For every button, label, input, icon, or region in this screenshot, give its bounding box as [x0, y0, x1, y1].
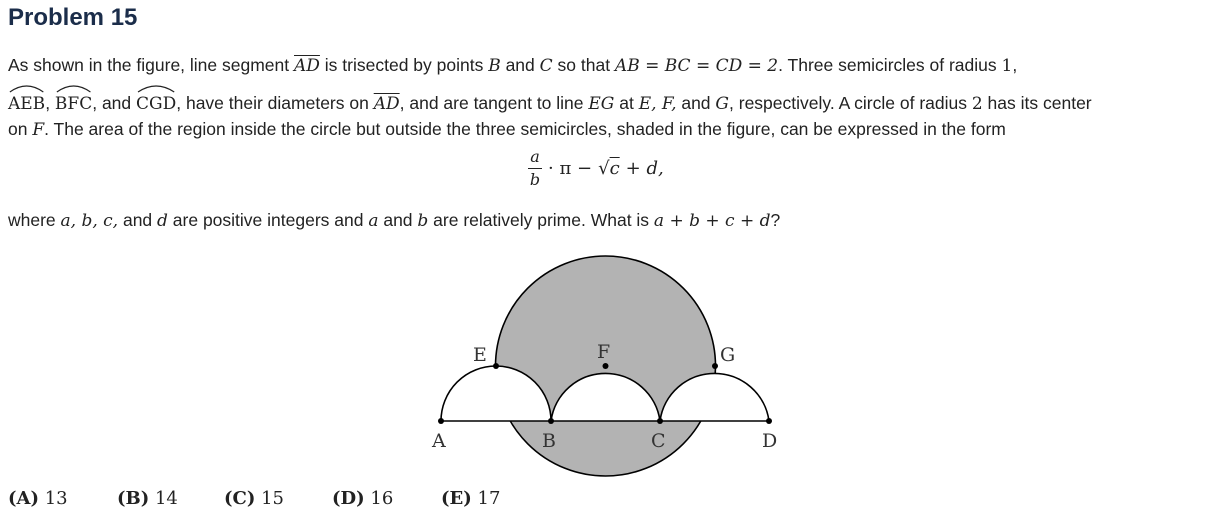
point-G: G [715, 94, 730, 114]
point-B-dot [548, 418, 554, 424]
label-C: C [651, 430, 666, 452]
point-A-dot [438, 418, 444, 424]
text: and [118, 210, 158, 230]
text: and [378, 210, 418, 230]
point-B: B [488, 56, 501, 76]
text: . The area of the region inside the circle but outside the three semicircles, shaded in the figure, can be expressed in the form [44, 119, 1006, 139]
point-F-dot [603, 363, 609, 369]
choice-value: 17 [477, 488, 501, 509]
point-C: C [539, 56, 553, 76]
label-F: F [597, 341, 611, 363]
radius-one: 1 [1001, 56, 1013, 76]
label-A: A [432, 430, 446, 452]
choice-D[interactable] [332, 488, 393, 509]
problem-title: Problem 15 [8, 4, 138, 31]
label-B: B [542, 430, 556, 452]
text: is trisected by points [319, 55, 489, 75]
text: , respectively. A circle of radius [729, 93, 972, 113]
arc-AEB: AEB [8, 91, 45, 117]
sqrt-argument: c [609, 158, 620, 179]
points-E-F: E, F, [638, 94, 677, 114]
arc-BFC: BFC [55, 91, 92, 117]
choice-letter: (A) [8, 488, 39, 509]
arc-CGD: CGD [136, 91, 176, 117]
choice-B[interactable] [117, 488, 178, 509]
point-F: F [32, 120, 45, 140]
denominator: b [529, 170, 541, 189]
formula-pi-term: · π − [548, 158, 593, 179]
text: so that [552, 55, 615, 75]
choice-E[interactable] [441, 488, 500, 509]
segment-AD: $\overline{AD}$ [294, 56, 320, 76]
choice-value: 15 [261, 488, 284, 509]
text: , [1012, 55, 1018, 75]
label-G: G [720, 344, 736, 366]
text: ? [770, 210, 781, 230]
segment-AD: $\overline{AD}$ [373, 94, 400, 114]
text: and [500, 55, 540, 75]
formula-tail: + d, [625, 158, 664, 179]
text: , have their diameters on [176, 93, 374, 113]
radius-two: 2 [971, 94, 983, 114]
text: . Three semicircles of radius [778, 55, 1002, 75]
choice-letter: (E) [441, 488, 472, 509]
point-E-dot [493, 363, 499, 369]
point-C-dot [657, 418, 663, 424]
choice-value: 13 [44, 488, 68, 509]
choice-value: 16 [370, 488, 394, 509]
text: are relatively prime. What is [428, 210, 654, 230]
variable-d: d [157, 211, 168, 231]
text: on [8, 119, 33, 139]
choice-letter: (D) [332, 488, 365, 509]
point-G-dot [712, 363, 718, 369]
choice-letter: (B) [117, 488, 150, 509]
text: where [8, 210, 61, 230]
variable-a: a [368, 211, 379, 231]
variable-b: b [417, 211, 429, 231]
choice-value: 14 [154, 488, 178, 509]
text: and [676, 93, 716, 113]
length-equation: AB = BC = CD = 2 [614, 56, 779, 76]
text: As shown in the figure, line segment [8, 55, 294, 75]
text: , [45, 93, 55, 113]
sqrt-symbol: √ [598, 158, 610, 179]
choice-letter: (C) [224, 488, 256, 509]
line-EG: EG [588, 94, 615, 114]
numerator: a [530, 147, 540, 166]
choice-C[interactable] [224, 488, 284, 509]
label-E: E [473, 344, 487, 366]
text: has its center [982, 93, 1092, 113]
text: are positive integers and [167, 210, 369, 230]
text: at [614, 93, 639, 113]
label-D: D [762, 430, 778, 452]
choice-A[interactable] [8, 488, 68, 509]
sum-expression: a + b + c + d [653, 211, 771, 231]
text: , and [92, 93, 137, 113]
variables: a, b, c, [60, 211, 119, 231]
text: , and are tangent to line [399, 93, 589, 113]
point-D-dot [766, 418, 772, 424]
